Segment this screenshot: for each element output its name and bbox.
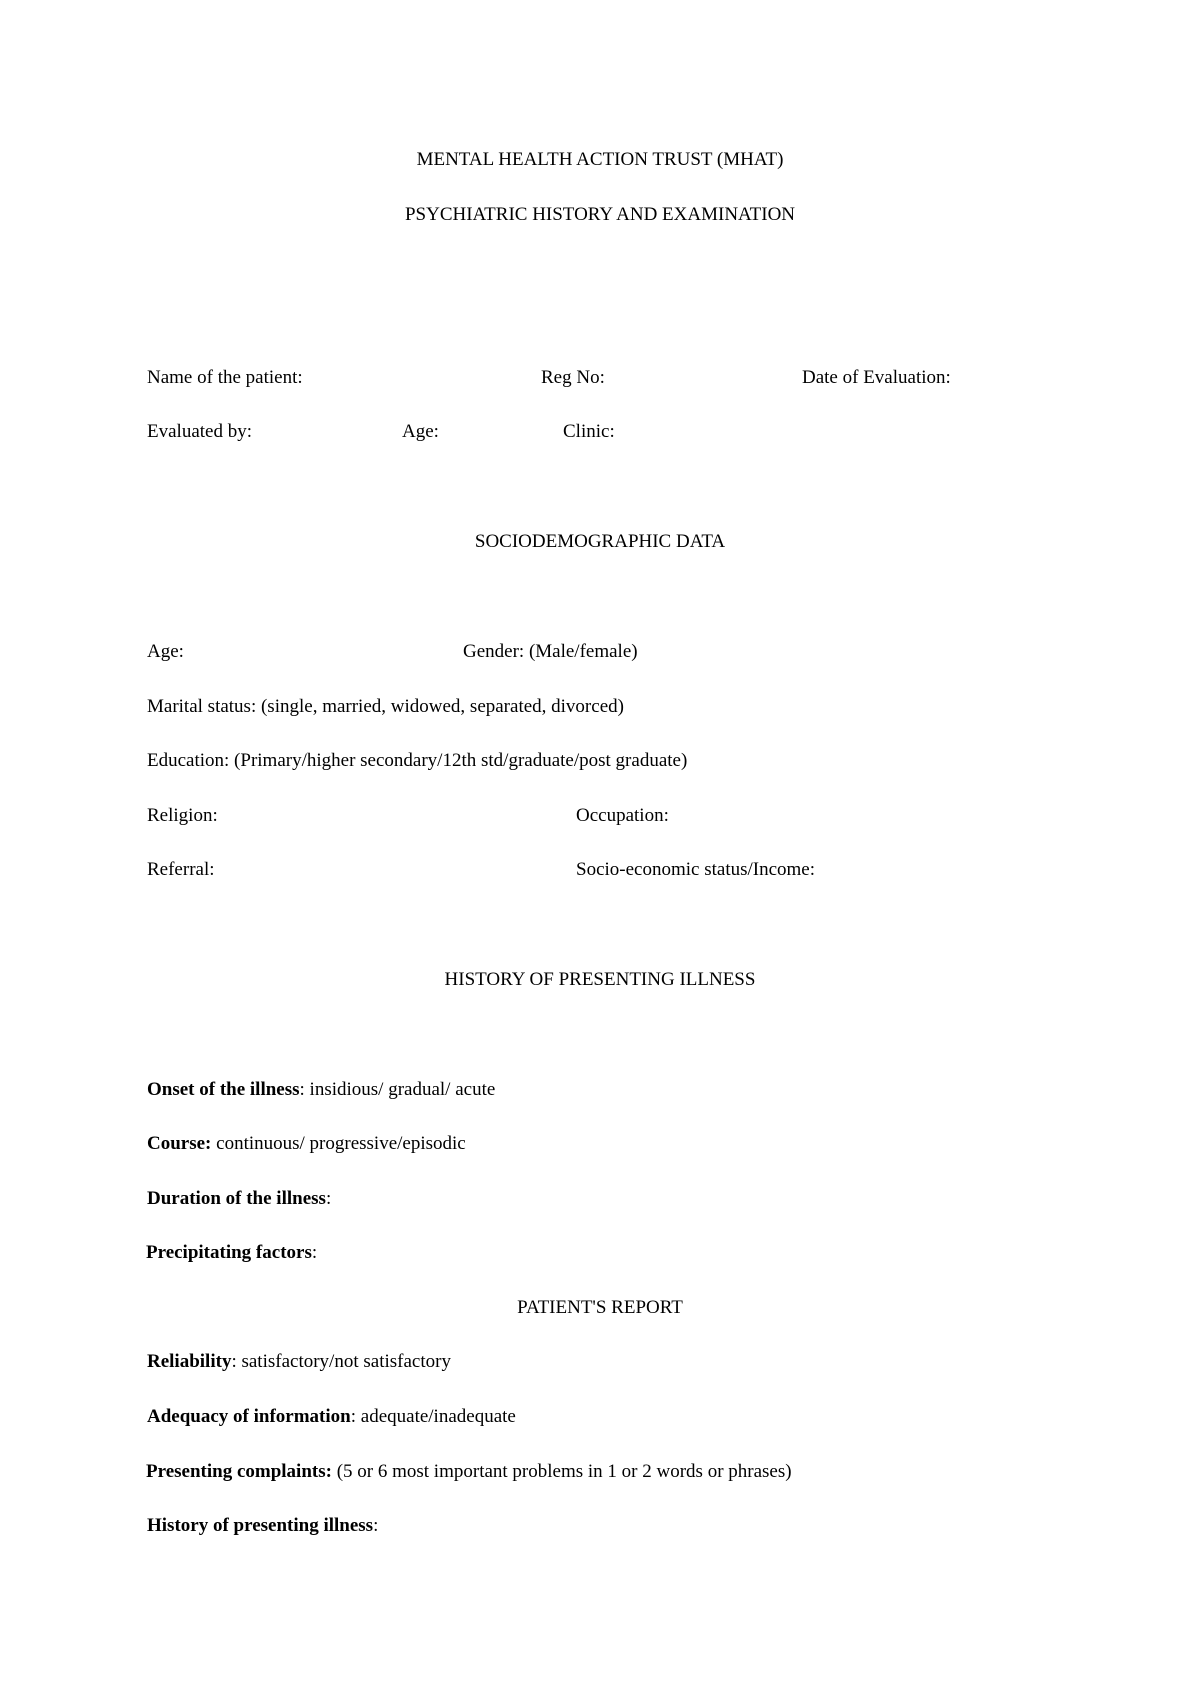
- reliability-options: : satisfactory/not satisfactory: [231, 1351, 451, 1372]
- patient-report-heading: PATIENT'S REPORT: [517, 1297, 683, 1318]
- evaluated-by-label: Evaluated by:: [147, 421, 252, 442]
- onset-label: Onset of the illness: [147, 1079, 300, 1100]
- reliability-label: Reliability: [147, 1351, 232, 1372]
- precipitating-field: [146, 1243, 317, 1262]
- patient-age-label: Age:: [402, 421, 439, 442]
- adequacy-field: [147, 1407, 516, 1426]
- occupation-label: Occupation:: [576, 805, 669, 826]
- adequacy-options: : adequate/inadequate: [350, 1406, 516, 1427]
- duration-field: [147, 1189, 331, 1208]
- socio-age-label: Age:: [147, 641, 184, 662]
- course-options: continuous/ progressive/episodic: [211, 1133, 466, 1154]
- onset-field: [147, 1080, 495, 1099]
- gender-label: Gender: (Male/female): [463, 641, 638, 662]
- adequacy-label: Adequacy of information: [147, 1406, 351, 1427]
- religion-label: Religion:: [147, 805, 218, 826]
- precipitating-colon: :: [311, 1242, 318, 1263]
- form-title: PSYCHIATRIC HISTORY AND EXAMINATION: [404, 204, 796, 225]
- onset-options: : insidious/ gradual/ acute: [299, 1079, 496, 1100]
- marital-status-label: Marital status: (single, married, widowed, separated, divorced): [147, 696, 624, 717]
- clinic-label: Clinic:: [563, 421, 615, 442]
- reg-no-label: Reg No:: [541, 367, 605, 388]
- patient-name-label: Name of the patient:: [147, 367, 303, 388]
- income-label: Socio-economic status/Income:: [576, 859, 816, 880]
- course-field: [147, 1134, 466, 1153]
- org-title: MENTAL HEALTH ACTION TRUST (MHAT): [416, 149, 784, 170]
- complaints-hint: (5 or 6 most important problems in 1 or 2 words or phrases): [331, 1461, 792, 1482]
- hpi-label: History of presenting illness: [147, 1515, 374, 1536]
- hpi-field: [147, 1516, 378, 1535]
- precipitating-label: Precipitating factors: [146, 1242, 312, 1263]
- reliability-field: [147, 1352, 451, 1371]
- education-label: Education: (Primary/higher secondary/12th std/graduate/post graduate): [147, 750, 688, 771]
- history-heading: HISTORY OF PRESENTING ILLNESS: [444, 969, 756, 990]
- complaints-label: Presenting complaints:: [146, 1461, 332, 1482]
- hpi-colon: :: [373, 1515, 379, 1536]
- duration-label: Duration of the illness: [147, 1188, 326, 1209]
- course-label: Course:: [147, 1133, 212, 1154]
- referral-label: Referral:: [147, 859, 215, 880]
- duration-colon: :: [325, 1188, 332, 1209]
- date-of-evaluation-label: Date of Evaluation:: [802, 367, 951, 388]
- complaints-field: [146, 1462, 792, 1481]
- sociodemographic-heading: SOCIODEMOGRAPHIC DATA: [474, 531, 726, 552]
